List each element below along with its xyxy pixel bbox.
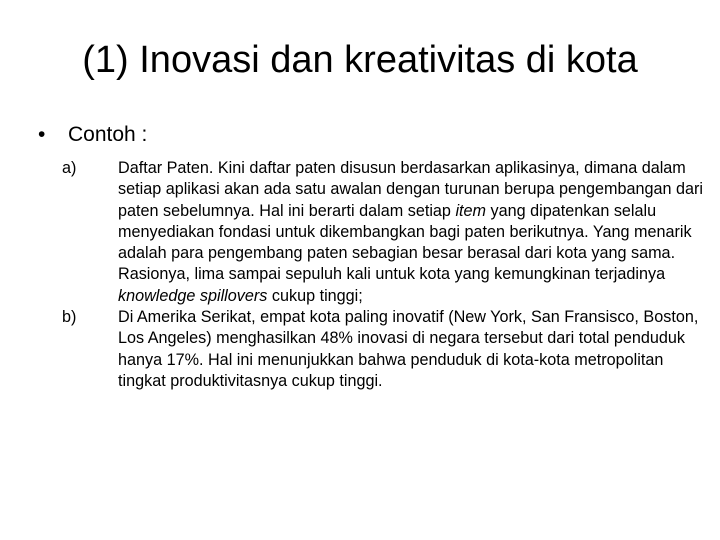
item-text-a — [118, 158, 712, 307]
item-a-part-1: Daftar Paten. Kini daftar paten disusun berdasarkan aplikasinya, dimana dalam setiap aplikasi akan ada satu awalan dengan turunan berupa pengembangan dari paten sebelumnya. Hal ini berarti dalam setiap — [118, 159, 703, 220]
item-marker-a: a) — [62, 159, 77, 177]
list-item-b — [62, 307, 712, 392]
item-list — [62, 158, 712, 392]
bullet-text: Contoh : — [68, 123, 148, 146]
list-item-a — [62, 158, 712, 307]
bullet-symbol: • — [38, 123, 46, 146]
item-marker-b: b) — [62, 308, 77, 327]
item-a-part-3: cukup tinggi; — [267, 286, 363, 305]
item-a-italic-item: item — [455, 201, 487, 220]
item-a-italic-spillovers: knowledge spillovers — [118, 286, 268, 305]
bullet-contoh — [38, 122, 147, 147]
item-text-b: Di Amerika Serikat, empat kota paling inovatif (New York, San Fransisco, Boston, Los Angeles) menghasilkan 48% inovasi di negara tersebut dari total penduduk hanya 17%. Hal ini menunjukkan bahwa penduduk di kota-kota metropolitan tingkat produktivitasnya cukup tinggi. — [118, 308, 699, 390]
slide-title: (1) Inovasi dan kreativitas di kota — [82, 39, 638, 81]
item-a-part-2: yang dipatenkan selalu menyediakan fondasi untuk dikembangkan bagi paten berikutnya. Yang menarik adalah para pengembang paten sebagian besar berasal dari kota yang sama. Rasionya, lima sampai sepuluh kali untuk kota yang kemungkinan terjadinya — [118, 201, 692, 284]
